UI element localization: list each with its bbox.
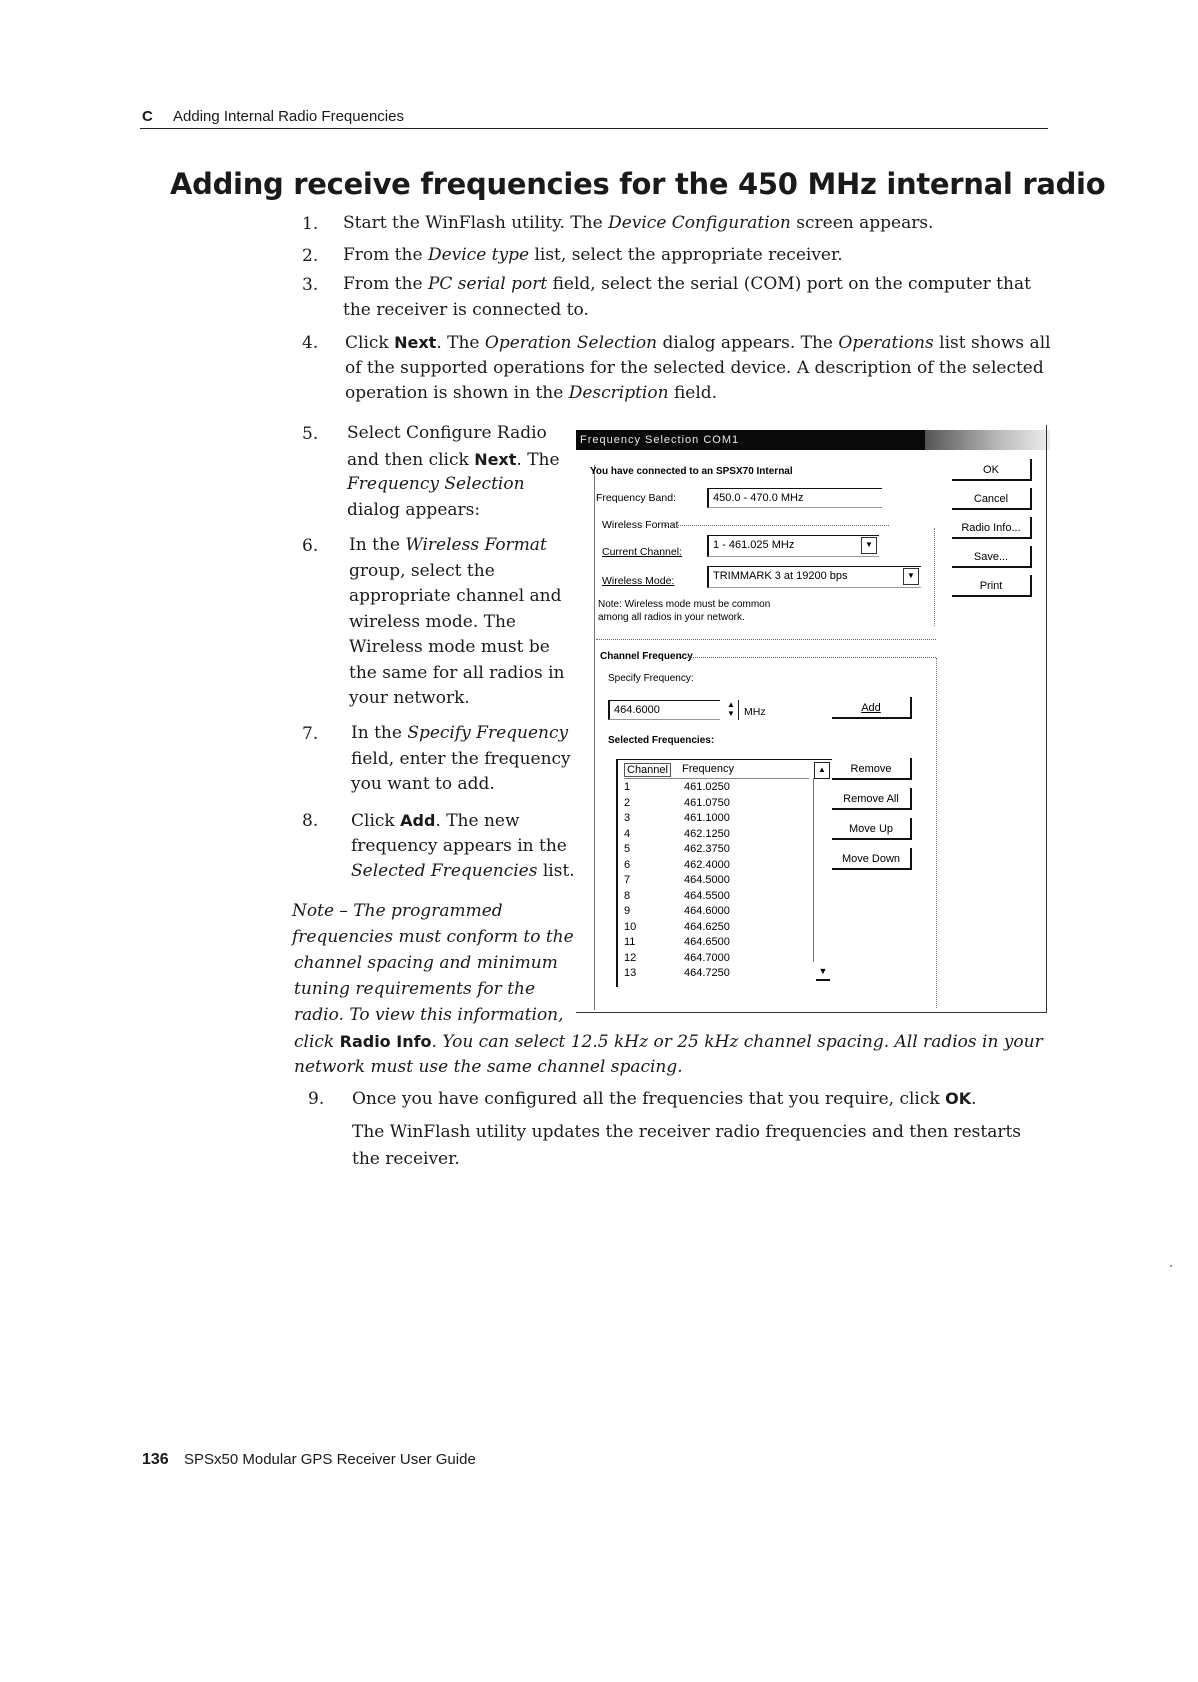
frequency-cell: 464.7250: [684, 967, 730, 979]
channel-cell: 10: [624, 920, 637, 933]
wireless-format-label: Wireless Format: [602, 519, 679, 531]
radio-info-button[interactable]: Radio Info...: [952, 517, 1032, 539]
cancel-button[interactable]: Cancel: [952, 488, 1032, 510]
step-number: 1.: [302, 214, 319, 234]
step-3-line: the receiver is connected to.: [343, 299, 589, 320]
list-item[interactable]: [624, 780, 814, 796]
list-header: [624, 762, 809, 779]
step-6-line: wireless mode. The: [349, 611, 516, 632]
step-number: 2.: [302, 246, 319, 266]
scroll-up-icon[interactable]: ▲: [814, 762, 830, 779]
channel-cell: 9: [624, 905, 631, 917]
list-item[interactable]: [624, 951, 814, 967]
list-item[interactable]: [624, 827, 814, 843]
step-7-line: In the Specify Frequency: [351, 723, 569, 743]
frequency-cell: 461.0250: [684, 781, 730, 793]
step-8-line: Selected Frequencies list.: [351, 861, 575, 881]
step-6-line: In the Wireless Format: [349, 535, 547, 555]
specify-frequency-input[interactable]: 464.6000: [608, 700, 720, 720]
ok-button[interactable]: OK: [952, 459, 1032, 481]
list-item[interactable]: [624, 873, 814, 889]
chevron-down-icon[interactable]: ▼: [903, 568, 919, 585]
note-line: channel spacing and minimum: [294, 953, 558, 973]
note-line: frequencies must conform to the: [292, 927, 574, 947]
list-rows: [624, 780, 814, 982]
print-button[interactable]: Print: [952, 575, 1032, 597]
dialog-border: [594, 465, 595, 1010]
remove-all-button[interactable]: Remove All: [832, 788, 912, 810]
channel-cell: 13: [624, 967, 637, 979]
list-item[interactable]: [624, 858, 814, 874]
add-button[interactable]: Add: [832, 697, 912, 719]
scan-mark: [1170, 1265, 1172, 1267]
frequency-cell: 461.1000: [684, 812, 730, 824]
list-item[interactable]: [624, 920, 814, 936]
step-4-line: of the supported operations for the selected device. A description of the selected: [345, 357, 1044, 378]
scroll-down-icon[interactable]: ▼: [816, 964, 830, 981]
running-header: Adding Internal Radio Frequencies: [173, 108, 404, 125]
dialog-titlebar: Frequency Selection COM1: [576, 430, 925, 450]
step-9-line: Once you have configured all the frequencies that you require, click OK.: [352, 1089, 977, 1109]
step-number: 5.: [302, 424, 319, 444]
note-line: network must use the same channel spacing.: [294, 1057, 683, 1077]
wireless-mode-select[interactable]: [707, 566, 921, 588]
step-number: 7.: [302, 724, 319, 744]
wireless-mode-label: Wireless Mode:: [602, 575, 675, 587]
frequency-spinner[interactable]: ▲ ▼: [724, 700, 739, 720]
frequency-band-label: Frequency Band:: [596, 492, 676, 504]
list-item[interactable]: [624, 796, 814, 812]
step-number: 4.: [302, 333, 319, 353]
current-channel-label: Current Channel:: [602, 546, 682, 558]
frequency-band-field: 450.0 - 470.0 MHz: [707, 488, 882, 508]
step-7-line: you want to add.: [351, 774, 495, 794]
frequency-selection-dialog: [576, 425, 1046, 1015]
frequency-cell: 462.1250: [684, 827, 730, 840]
frequency-cell: 464.5000: [684, 874, 730, 886]
group-border: [936, 658, 938, 1008]
list-item[interactable]: [624, 966, 814, 982]
step-4-line: Click Next. The Operation Selection dialog appears. The Operations list shows all: [345, 333, 1051, 353]
note-line: click Radio Info. You can select 12.5 kHz or 25 kHz channel spacing. All radios in your: [294, 1032, 1043, 1052]
channel-cell: 2: [624, 796, 631, 809]
frequency-cell: 464.6500: [684, 936, 730, 948]
wireless-mode-value: TRIMMARK 3 at 19200 bps: [713, 570, 848, 582]
list-item[interactable]: [624, 935, 814, 951]
step-6-line: your network.: [349, 688, 470, 708]
frequency-cell: 464.5500: [684, 889, 730, 902]
group-border: [596, 639, 936, 641]
page-number: 136: [142, 1451, 169, 1468]
move-up-button[interactable]: Move Up: [832, 818, 912, 840]
step-number: 9.: [308, 1089, 325, 1109]
step-6-line: appropriate channel and: [349, 586, 562, 606]
group-border: [934, 528, 936, 626]
note-line: radio. To view this information,: [294, 1005, 564, 1025]
current-channel-value: 1 - 461.025 MHz: [713, 539, 795, 551]
step-6-line: group, select the: [349, 560, 495, 581]
step-5-line: Select Configure Radio: [347, 423, 547, 443]
scrollbar[interactable]: [813, 778, 830, 962]
step-3-line: From the PC serial port field, select the serial (COM) port on the computer that: [343, 274, 1031, 294]
wireless-note-line-2: among all radios in your network.: [598, 612, 745, 623]
current-channel-select[interactable]: [707, 535, 879, 557]
step-4-line: operation is shown in the Description field.: [345, 383, 718, 403]
step-8-line: Click Add. The new: [351, 811, 520, 831]
column-header-channel[interactable]: Channel: [624, 763, 671, 777]
step-number: 8.: [302, 811, 319, 831]
step-number: 3.: [302, 275, 319, 295]
selected-frequencies-label: Selected Frequencies:: [608, 735, 715, 746]
step-5-line: Frequency Selection: [347, 474, 525, 494]
frequency-cell: 462.3750: [684, 843, 730, 855]
step-number: 6.: [302, 536, 319, 556]
note-line: Note – The programmed: [292, 901, 503, 921]
move-down-button[interactable]: Move Down: [832, 848, 912, 870]
step-8-line: frequency appears in the: [351, 835, 567, 856]
chevron-down-icon[interactable]: ▼: [861, 537, 877, 554]
channel-frequency-label: Channel Frequency: [600, 651, 693, 662]
wireless-note-line-1: Note: Wireless mode must be common: [598, 599, 771, 610]
note-line: tuning requirements for the: [294, 979, 536, 999]
chapter-letter: C: [142, 108, 153, 125]
connected-text: You have connected to an SPSX70 Internal: [590, 466, 793, 477]
frequency-cell: 462.4000: [684, 858, 730, 871]
step-6-line: Wireless mode must be: [349, 637, 550, 657]
group-border: [664, 525, 889, 527]
channel-cell: 7: [624, 874, 631, 886]
step-5-line: and then click Next. The: [347, 449, 560, 470]
list-item[interactable]: [624, 904, 814, 920]
channel-cell: 11: [624, 936, 636, 948]
channel-cell: 3: [624, 812, 631, 824]
unit-label: MHz: [744, 706, 766, 718]
channel-cell: 12: [624, 951, 637, 964]
channel-cell: 5: [624, 843, 631, 855]
channel-cell: 6: [624, 858, 631, 871]
save-button[interactable]: Save...: [952, 546, 1032, 568]
step-9-result-line: The WinFlash utility updates the receiver radio frequencies and then restarts: [352, 1122, 1022, 1142]
step-1-line: Start the WinFlash utility. The Device Configuration screen appears.: [343, 213, 934, 233]
channel-cell: 1: [624, 781, 631, 793]
group-border: [679, 657, 936, 659]
step-6-line: the same for all radios in: [349, 662, 565, 683]
channel-cell: 4: [624, 827, 631, 840]
frequency-cell: 464.6000: [684, 905, 730, 917]
dialog-border: [576, 1012, 1047, 1013]
channel-cell: 8: [624, 889, 631, 902]
frequency-cell: 461.0750: [684, 796, 730, 809]
selected-frequencies-list[interactable]: [616, 759, 836, 987]
footer-title: SPSx50 Modular GPS Receiver User Guide: [184, 1451, 476, 1468]
step-2-line: From the Device type list, select the appropriate receiver.: [343, 245, 843, 265]
list-item[interactable]: [624, 842, 814, 858]
header-rule: [140, 128, 1048, 129]
list-item[interactable]: [624, 889, 814, 905]
step-7-line: field, enter the frequency: [351, 748, 571, 769]
remove-button[interactable]: Remove: [832, 758, 912, 780]
list-item[interactable]: [624, 811, 814, 827]
section-title: Adding receive frequencies for the 450 MHz internal radio: [170, 167, 1106, 201]
titlebar-fade: [925, 430, 1050, 450]
specify-frequency-label: Specify Frequency:: [608, 673, 694, 684]
frequency-cell: 464.7000: [684, 951, 730, 964]
step-9-result-line: the receiver.: [352, 1149, 460, 1169]
step-5-line: dialog appears:: [347, 499, 481, 520]
column-header-frequency[interactable]: Frequency: [682, 763, 734, 775]
dialog-border: [1046, 425, 1047, 1013]
frequency-cell: 464.6250: [684, 920, 730, 933]
